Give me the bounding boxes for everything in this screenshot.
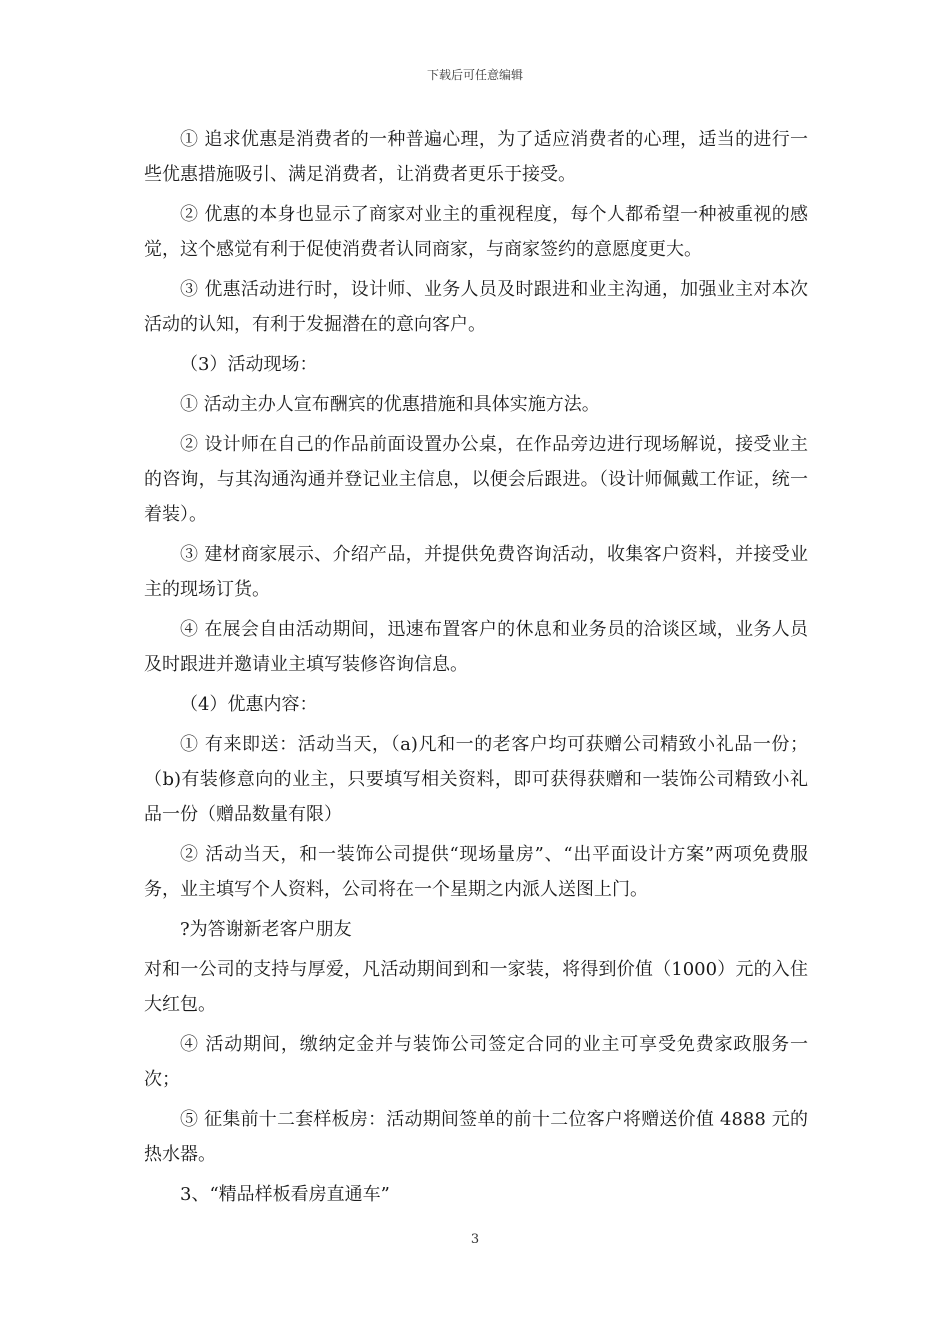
paragraph-designer-desk: ② 设计师在自己的作品前面设置办公桌，在作品旁边进行现场解说，接受业主的咨询，与其沟通沟通并登记业主信息，以便会后跟进。（设计师佩戴工作证，统一着装）。 [144,434,808,525]
section-heading-shuttle: 3、“精品样板看房直通车” [180,1184,390,1205]
page-number: 3 [470,1232,480,1247]
paragraph-free-service: ② 活动当天，和一装饰公司提供“现场量房”、“出平面设计方案”两项免费服务，业主填写个人资料，公司将在一个星期之内派人送图上门。 [144,844,808,900]
section-heading-offers: （4）优惠内容： [180,694,318,715]
paragraph-red-envelope: 对和一公司的支持与厚爱，凡活动期间到和一家装，将得到价值（1000）元的入住大红包。 [144,959,808,1015]
document-body [144,122,808,1217]
page-header-note: 下载后可任意编辑 [426,68,523,82]
paragraph-rest-area: ④ 在展会自由活动期间，迅速布置客户的休息和业务员的洽谈区域，业务人员及时跟进并邀请业主填写装修咨询信息。 [144,619,808,675]
paragraph-sample-houses: ⑤ 征集前十二套样板房：活动期间签单的前十二位客户将赠送价值 4888 元的热水器。 [144,1109,808,1165]
paragraph-vendor-display: ③ 建材商家展示、介绍产品，并提供免费咨询活动，收集客户资料，并接受业主的现场订货。 [144,544,808,600]
paragraph-host-announce: ① 活动主办人宣布酬宾的优惠措施和具体实施方法。 [180,394,600,415]
paragraph-discount-value: ② 优惠的本身也显示了商家对业主的重视程度，每个人都希望一种被重视的感觉，这个感觉有利于促使消费者认同商家，与商家签约的意愿度更大。 [144,204,808,260]
section-heading-event-site: （3）活动现场： [180,354,318,375]
paragraph-thanks-clients: ?为答谢新老客户朋友 [180,919,352,940]
paragraph-housekeeping: ④ 活动期间，缴纳定金并与装饰公司签定合同的业主可享受免费家政服务一次； [144,1034,808,1090]
paragraph-pursue-discount: ① 追求优惠是消费者的一种普遍心理，为了适应消费者的心理，适当的进行一些优惠措施吸引、满足消费者，让消费者更乐于接受。 [144,129,808,185]
paragraph-follow-up: ③ 优惠活动进行时，设计师、业务人员及时跟进和业主沟通，加强业主对本次活动的认知，有利于发掘潜在的意向客户。 [144,279,808,335]
paragraph-free-gift: ① 有来即送：活动当天，（a)凡和一的老客户均可获赠公司精致小礼品一份；（b)有装修意向的业主，只要填写相关资料，即可获得获赠和一装饰公司精致小礼品一份（赠品数量有限） [144,734,808,825]
